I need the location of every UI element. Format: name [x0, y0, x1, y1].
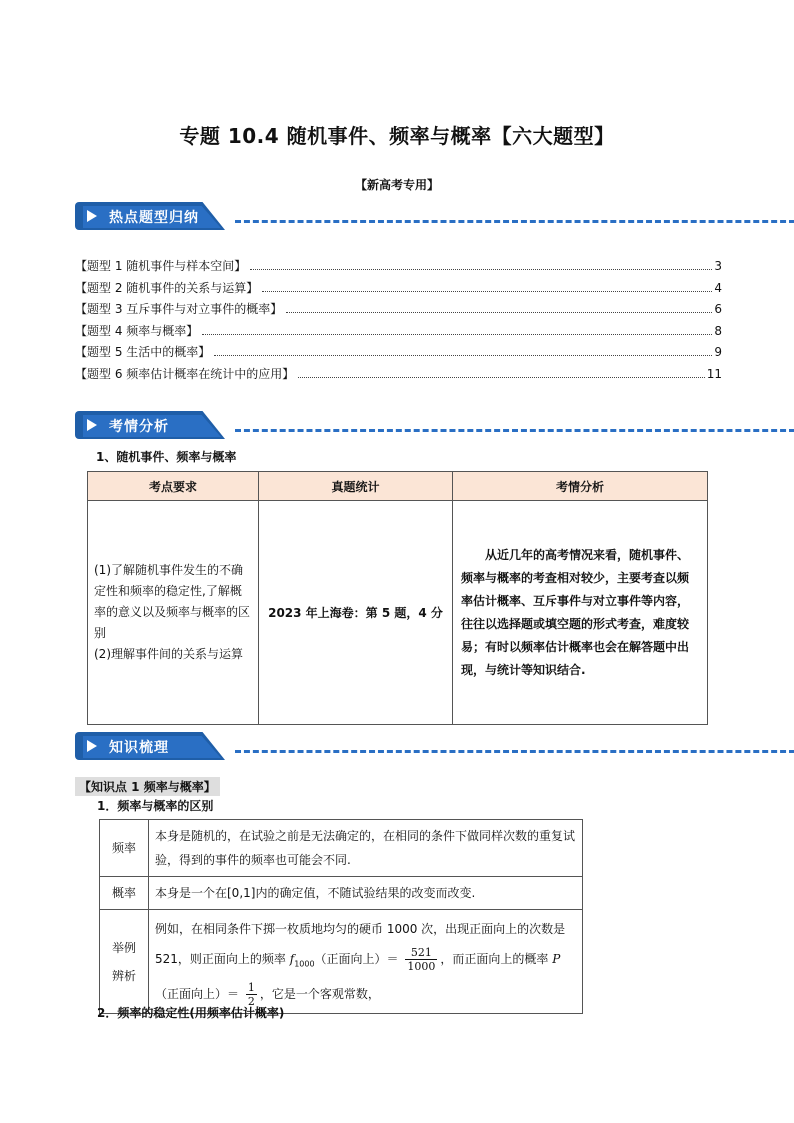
banner-label: 考情分析 [109, 419, 169, 435]
toc-item[interactable]: 【题型 1 随机事件与样本空间】 3 [75, 259, 722, 273]
column-header: 考点要求 [88, 472, 259, 501]
toc-item[interactable]: 【题型 5 生活中的概率】 9 [75, 345, 722, 359]
banner-knowledge [75, 732, 725, 762]
banner-analysis [75, 411, 725, 441]
requirements-cell: (1)了解随机事件发生的不确定性和频率的稳定性,了解概率的意义以及频率与概率的区别 (2)理解事件间的关系与运算 [88, 501, 259, 725]
section-label: 1、随机事件、频率与概率 [96, 450, 237, 464]
banner-label: 热点题型归纳 [109, 210, 199, 226]
knowledge-point-heading: 【知识点 1 频率与概率】 [75, 777, 220, 796]
frequency-probability-table [99, 819, 583, 1014]
row-header-example: 举例 辨析 [100, 910, 149, 1014]
banner-hot-topics [75, 202, 725, 232]
play-arrow-icon [87, 419, 97, 431]
column-header: 考情分析 [453, 472, 708, 501]
toc-item[interactable]: 【题型 3 互斥事件与对立事件的概率】 6 [75, 302, 722, 316]
knowledge-item-heading: 1．频率与概率的区别 [97, 799, 214, 813]
probability-text: 本身是一个在[0,1]内的确定值，不随试验结果的改变而改变. [149, 877, 583, 910]
column-header: 真题统计 [259, 472, 453, 501]
knowledge-item-heading: 2．频率的稳定性(用频率估计概率) [97, 1006, 285, 1020]
play-arrow-icon [87, 210, 97, 222]
page-title: 专题 10.4 随机事件、频率与概率【六大题型】 [179, 124, 615, 148]
fraction-521-1000: $\frac{521}{1000}$ [407, 946, 436, 973]
exam-analysis-table [87, 471, 708, 725]
frequency-text: 本身是随机的，在试验之前是无法确定的，在相同的条件下做同样次数的重复试验，得到的事件的频率也可能会不同. [149, 820, 583, 877]
row-header-probability: 概率 [100, 877, 149, 910]
play-arrow-icon [87, 740, 97, 752]
page-subtitle: 【新高考专用】 [354, 178, 439, 192]
dashed-divider [235, 220, 794, 223]
row-header-frequency: 频率 [100, 820, 149, 877]
example-text: 例如，在相同条件下掷一枚质地均匀的硬币 1000 次，出现正面向上的次数是 521，则正面向上的频率 $f_{1000}$（正面向上）＝ $\frac{521}{1000}$ ，而正面向上的概率 P（正面向上）＝ $\frac{1}{2}$ ，它是一个客观常数， [149, 910, 583, 1014]
dashed-divider [235, 750, 794, 753]
fraction-one-half: $\frac{1}{2}$ [247, 981, 255, 1009]
toc-item[interactable]: 【题型 2 随机事件的关系与运算】 4 [75, 280, 722, 295]
toc-item[interactable]: 【题型 6 频率估计概率在统计中的应用】 11 [75, 366, 722, 381]
analysis-cell: 从近几年的高考情况来看，随机事件、频率与概率的考查相对较少，主要考查以频率估计概率、互斥事件与对立事件等内容，往往以选择题或填空题的形式考查，难度较易；有时以频率估计概率也会在解答题中出现，与统计等知识结合. [453, 501, 708, 725]
dashed-divider [235, 429, 794, 432]
table-of-contents [75, 256, 722, 385]
banner-label: 知识梳理 [109, 740, 169, 756]
toc-item[interactable]: 【题型 4 频率与概率】 8 [75, 323, 722, 338]
stats-cell: 2023 年上海卷：第 5 题，4 分 [259, 501, 453, 725]
